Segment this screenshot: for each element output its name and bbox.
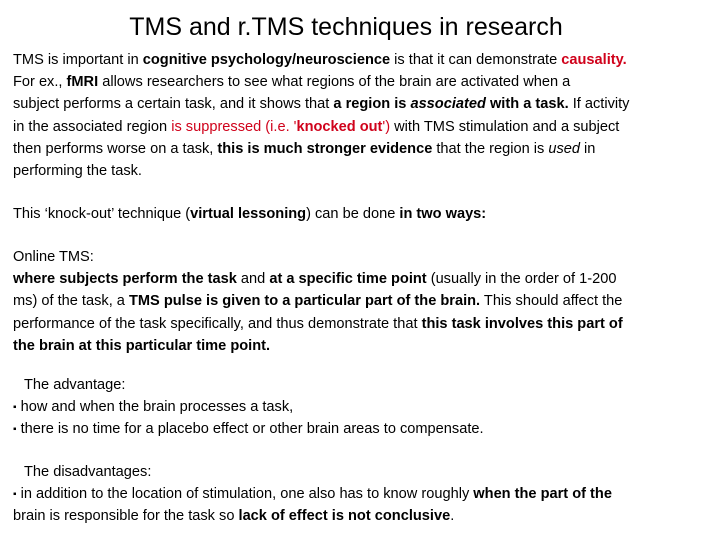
disadvantages-section	[13, 461, 713, 528]
highlight-run: knocked out	[296, 118, 383, 135]
text-run: ms) of the task, a	[13, 293, 129, 310]
slide-title: TMS and r.TMS techniques in research	[129, 13, 563, 41]
advantage-text: there is no time for a placebo effect or other brain areas to compensate.	[20, 421, 484, 438]
emphasis-run: lack of effect is not conclusive	[238, 508, 451, 525]
highlight-run: is suppressed (i.e. '	[171, 118, 297, 135]
knockout-paragraph	[13, 203, 713, 225]
text-run: that the region is	[432, 140, 549, 157]
emphasis-run: this is much stronger evidence	[217, 140, 433, 157]
intro-line-4	[13, 116, 713, 138]
emphasis-run: virtual lessoning	[190, 206, 307, 222]
text-run: This ‘knock-out’ technique (	[13, 206, 191, 222]
emphasis-run: fMRI	[66, 74, 99, 91]
disadvantage-item	[13, 483, 713, 505]
advantage-item	[13, 396, 713, 418]
intro-line-6	[13, 160, 713, 182]
advantage-item	[13, 418, 713, 440]
emphasis-run: the brain at this particular time point.	[13, 337, 271, 354]
online-line-3	[13, 313, 713, 335]
emphasis-run: when the part of the	[473, 486, 612, 503]
text-run: then performs worse on a task,	[13, 140, 218, 157]
highlight-run: causality.	[561, 52, 627, 68]
text-run: brain is responsible for the task so	[13, 508, 239, 525]
highlight-run: ')	[382, 118, 391, 135]
emphasis-run: in two ways:	[399, 206, 487, 222]
text-run: If activity	[568, 96, 630, 113]
emphasis-run: where subjects perform the task	[13, 271, 237, 288]
advantage-heading: The advantage:	[24, 377, 126, 393]
text-run: performance of the task specifically, and thus demonstrate that	[13, 315, 422, 332]
online-tms-heading: Online TMS:	[13, 249, 94, 265]
emphasis-run: associated	[410, 96, 486, 113]
text-run: performing the task.	[13, 162, 142, 179]
text-run: in addition to the location of stimulation, one also has to know roughly	[20, 486, 474, 503]
knockout-line	[13, 203, 713, 225]
text-run: .	[450, 508, 455, 525]
intro-line-5	[13, 138, 713, 160]
emphasis-run: TMS pulse is given to a particular part of the brain.	[128, 293, 481, 310]
bullet-icon: ▪	[13, 489, 17, 501]
intro-line-2	[13, 71, 713, 93]
intro-line-3	[13, 93, 713, 115]
emphasis-run: at a specific time point	[269, 271, 427, 288]
text-run: This should affect the	[480, 293, 623, 310]
bullet-icon: ▪	[13, 424, 17, 436]
italic-run: used	[548, 140, 580, 157]
text-run: with TMS stimulation and a subject	[390, 118, 620, 135]
text-run: TMS is important in	[13, 52, 143, 68]
advantage-section	[13, 374, 713, 441]
text-run: ) can be done	[306, 206, 400, 222]
text-run: subject performs a certain task, and it shows that	[13, 96, 334, 113]
intro-paragraph	[13, 49, 713, 182]
text-run: (usually in the order of 1-200	[426, 271, 617, 288]
text-run: in	[580, 140, 596, 157]
text-run: allows researchers to see what regions of the brain are activated when a	[98, 74, 571, 91]
emphasis-run: a region is	[333, 96, 411, 113]
online-tms-section	[13, 246, 713, 357]
online-line-4	[13, 335, 713, 357]
text-run: For ex.,	[13, 74, 67, 91]
disadvantages-heading: The disadvantages:	[24, 464, 152, 480]
intro-line-1	[13, 49, 713, 71]
text-run: in the associated region	[13, 118, 172, 135]
bullet-icon: ▪	[13, 402, 17, 414]
online-line-1	[13, 268, 713, 290]
disadvantage-continuation	[13, 505, 713, 527]
text-run: is that it can demonstrate	[390, 52, 562, 68]
emphasis-run: cognitive psychology/neuroscience	[142, 52, 391, 68]
text-run: and	[236, 271, 270, 288]
advantage-text: how and when the brain processes a task,	[20, 399, 294, 416]
online-line-2	[13, 290, 713, 312]
emphasis-run: this task involves this part of	[421, 315, 623, 332]
emphasis-run: with a task.	[485, 96, 569, 113]
